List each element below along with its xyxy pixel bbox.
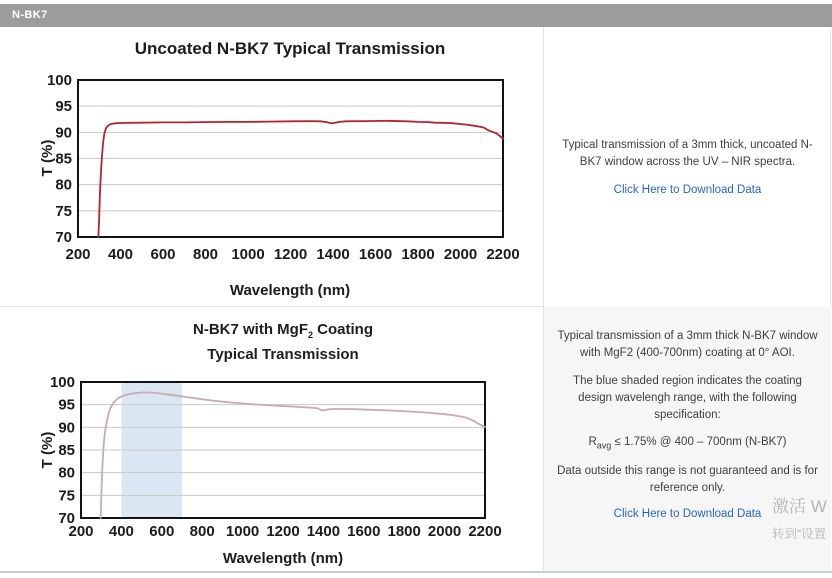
x-tick-label: 1400: [316, 246, 350, 263]
watermark-line2: 转到“设置: [772, 527, 827, 541]
y-tick-label: 80: [58, 464, 75, 482]
y-tick-label: 95: [58, 396, 75, 414]
y-tick-label: 85: [58, 442, 75, 459]
y-tick-label: 95: [55, 98, 72, 116]
x-tick-label: 200: [68, 523, 94, 540]
chart2-plot: [0, 307, 543, 571]
caption-coated-region: The blue shaded region indicates the coating design wavelengh range, with the following specification:: [573, 374, 802, 421]
chart2-title-line2: Typical Transmission: [207, 346, 359, 363]
caption-uncoated: Typical transmission of a 3mm thick, uncoated N-BK7 window across the UV – NIR spectra.: [562, 138, 813, 168]
x-tick-label: 1200: [266, 523, 300, 540]
x-tick-label: 1800: [387, 523, 421, 540]
x-tick-label: 600: [150, 246, 176, 263]
section-header-bar: [0, 4, 832, 27]
y-tick-label: 75: [58, 487, 75, 505]
x-tick-label: 2000: [443, 246, 478, 263]
chart1-x-axis-label: Wavelength (nm): [229, 282, 351, 299]
x-tick-label: 1800: [401, 246, 435, 263]
y-tick-label: 70: [58, 510, 75, 527]
x-tick-label: 200: [65, 246, 91, 263]
caption-coated-intro: Typical transmission of a 3mm thick N-BK7 window with MgF2 (400-700nm) coating at 0° AOI.: [557, 330, 818, 360]
download-data-link-coated[interactable]: Click Here to Download Data: [613, 507, 762, 520]
transmission-curve: [98, 121, 503, 237]
x-tick-label: 1600: [347, 523, 381, 540]
chart2-y-axis-label: T (%): [39, 431, 56, 469]
chart2-title-line1: N-BK7 with MgF$_2$ Coating: [193, 321, 373, 340]
y-tick-label: 80: [55, 176, 72, 194]
y-tick-label: 100: [49, 374, 75, 391]
y-tick-label: 90: [55, 124, 72, 142]
x-tick-label: 800: [192, 246, 219, 263]
section-title: N-BK7: [12, 9, 48, 21]
chart-mgf2-coated-nbk7: [0, 307, 543, 571]
chart1-title: Uncoated N-BK7 Typical Transmission: [134, 39, 446, 58]
download-data-link-uncoated[interactable]: Click Here to Download Data: [613, 184, 762, 197]
x-tick-label: 1000: [231, 246, 265, 263]
chart1-plot: [0, 27, 543, 306]
y-tick-label: 90: [58, 419, 75, 437]
chart2-x-axis-label: Wavelength (nm): [222, 550, 344, 567]
y-tick-label: 75: [55, 202, 72, 220]
caption-coated-disclaimer: Data outside this range is not guaranteed and is for reference only.: [557, 465, 818, 495]
x-tick-label: 1400: [306, 523, 341, 540]
x-tick-label: 2000: [427, 523, 462, 540]
x-tick-label: 1000: [225, 523, 260, 540]
y-tick-label: 70: [55, 229, 72, 246]
horizontal-divider: [0, 306, 543, 307]
caption-panel-coated: [544, 307, 831, 571]
x-tick-label: 400: [108, 523, 134, 540]
x-tick-label: 800: [189, 523, 215, 540]
x-tick-label: 600: [149, 523, 175, 540]
x-tick-label: 400: [107, 246, 134, 263]
x-tick-label: 2200: [486, 246, 520, 263]
watermark-line1: 激活 W: [772, 497, 827, 516]
chart-uncoated-nbk7: [0, 27, 543, 306]
x-tick-label: 2200: [468, 523, 502, 540]
chart1-y-axis-label: T (%): [39, 139, 56, 177]
coating-spec: $R_{avg} \le 1.75\%$ @ 400 – 700nm (N-BK7): [588, 436, 787, 451]
x-tick-label: 1600: [358, 246, 393, 263]
y-tick-label: 85: [55, 150, 72, 168]
x-tick-label: 1200: [273, 246, 308, 263]
y-tick-label: 100: [46, 72, 72, 89]
caption-panel-uncoated: [544, 27, 831, 306]
footer-accent-line: [0, 571, 832, 573]
